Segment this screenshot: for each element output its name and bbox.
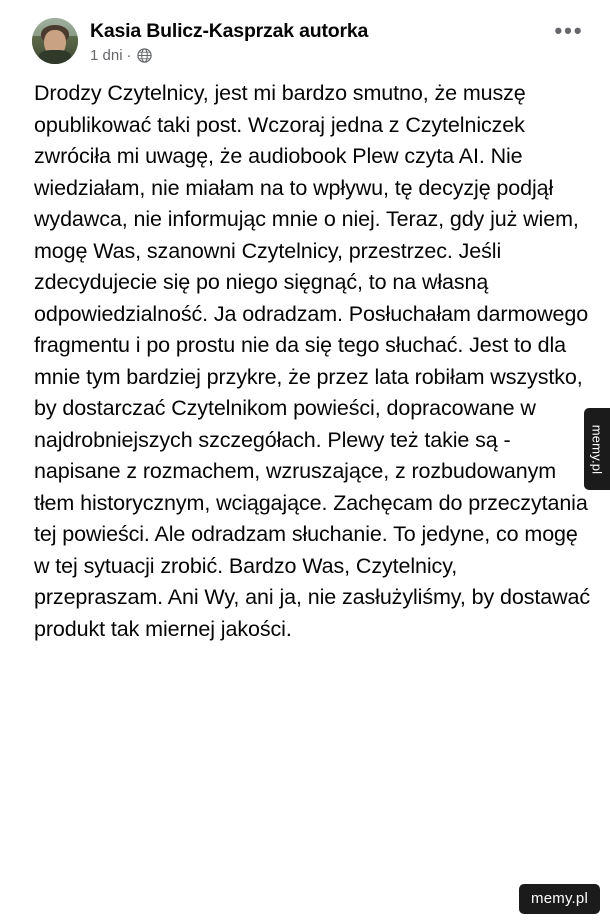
meta-separator: · [126, 47, 132, 64]
avatar[interactable] [32, 18, 78, 64]
corner-watermark [519, 884, 600, 914]
author-name[interactable]: Kasia Bulicz-Kasprzak [90, 20, 294, 42]
more-options-icon: ••• [554, 18, 584, 43]
post-text: Drodzy Czytelnicy, jest mi bardzo smutno, że muszę opublikować taki post. Wczoraj jedna z Czytelniczek zwróciła mi uwagę, że audiobook Plew czyta AI. Nie wiedziałam, nie miałam na to wpływu, tę decyzję podjął wydawca, nie informując mnie o niej. Teraz, gdy już wiem, mogę Was, szanowni Czytelnicy, przestrzec. Jeśli zdecydujecie się po niego sięgnąć, to na własną odpowiedzialność. Ja odradzam. Posłuchałam darmowego fragmentu i po prostu nie da się tego słuchać. Jest to dla mnie tym bardziej przykre, że przez lata robiłam wszystko, by dostarczać Czytelnikom powieści, dopracowane w najdrobniejszych szczegółach. Plewy też takie są - napisane z rozmachem, wzruszające, z rozbudowanym tłem historycznym, wciągające. Zachęcam do przeczytania tej powieści. Ale odradzam słuchanie. To jedyne, co mogę w tej sytuacji zrobić. Bardzo Was, Czytelnicy, przepraszam. Ani Wy, ani ja, nie zasłużyliśmy, by dostawać produkt tak miernej jakości. [34, 81, 591, 641]
corner-watermark-label: memy.pl [531, 890, 588, 907]
post-header-text [90, 18, 552, 64]
author-name-line[interactable] [90, 20, 552, 42]
post-meta [90, 47, 552, 64]
side-watermark-label: memy.pl [589, 424, 605, 474]
avatar-body [39, 50, 71, 64]
author-role-badge: autorka [299, 20, 369, 42]
globe-icon[interactable] [137, 48, 152, 63]
post-options-button[interactable] [552, 18, 586, 48]
post-header [18, 14, 592, 64]
side-watermark [584, 408, 610, 490]
post-body [18, 78, 592, 645]
post-timestamp[interactable]: 1 dni [90, 47, 123, 64]
